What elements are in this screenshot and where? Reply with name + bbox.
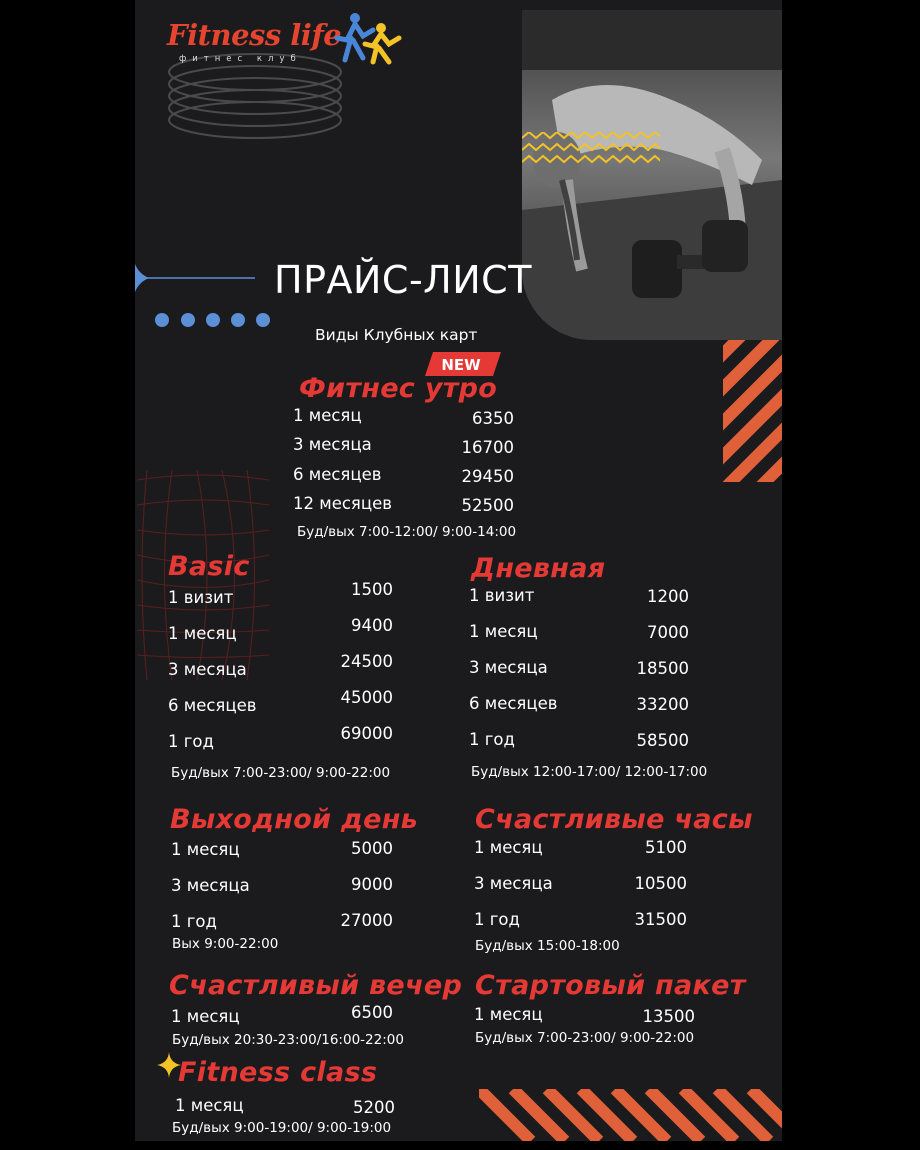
logo-rings-graphic: [165, 50, 345, 150]
row-label: 3 месяца: [469, 658, 548, 677]
section-title-evening: Счастливый вечер: [169, 970, 463, 1001]
row-label: 1 месяц: [469, 622, 538, 641]
row-label: 1 визит: [168, 588, 234, 607]
row-label: 3 месяца: [171, 876, 250, 895]
hours-note: Буд/вых 9:00-19:00/ 9:00-19:00: [172, 1120, 392, 1136]
row-label: 3 месяца: [293, 435, 372, 454]
page-subtitle: Виды Клубных карт: [315, 326, 478, 344]
row-label: 1 визит: [469, 586, 535, 605]
new-badge-text: NEW: [441, 356, 481, 374]
row-price: 5100: [645, 838, 687, 857]
row-price: 52500: [461, 496, 514, 515]
row-label: 1 месяц: [474, 1005, 543, 1024]
dot-decoration: [206, 313, 220, 327]
stripes-decoration: [723, 340, 782, 482]
hours-note: Вых 9:00-22:00: [172, 936, 279, 952]
row-label: 1 месяц: [293, 406, 362, 425]
dot-decoration: [231, 313, 245, 327]
logo-brand: Fitness life: [167, 18, 342, 52]
section-title-happy-hours: Счастливые часы: [475, 804, 753, 835]
hours-note: Буд/вых 12:00-17:00/ 12:00-17:00: [471, 764, 708, 780]
section-title-basic: Basic: [168, 551, 250, 582]
row-label: 1 год: [171, 912, 217, 931]
row-price: 45000: [340, 688, 393, 707]
row-label: 6 месяцев: [469, 694, 558, 713]
logo-figures-icon: [333, 10, 405, 66]
row-price: 1500: [351, 580, 393, 599]
row-label: 3 месяца: [474, 874, 553, 893]
hours-note: Буд/вых 20:30-23:00/16:00-22:00: [172, 1032, 404, 1048]
zigzag-decoration: [522, 132, 660, 172]
row-price: 27000: [340, 911, 393, 930]
row-label: 6 месяцев: [168, 696, 257, 715]
dot-decoration: [155, 313, 169, 327]
athlete-image: [522, 10, 782, 340]
pushup-photo: [522, 10, 782, 340]
row-price: 9000: [351, 875, 393, 894]
price-list-poster: [135, 0, 782, 1141]
row-price: 7000: [647, 623, 689, 642]
row-price: 1200: [647, 587, 689, 606]
row-price: 18500: [636, 659, 689, 678]
row-price: 29450: [461, 467, 514, 486]
row-label: 1 год: [168, 732, 214, 751]
page-title: ПРАЙС-ЛИСТ: [274, 258, 532, 302]
row-price: 9400: [351, 616, 393, 635]
stripes-decoration: [479, 1089, 782, 1141]
row-label: 3 месяца: [168, 660, 247, 679]
dot-decoration: [256, 313, 270, 327]
hours-note: Буд/вых 7:00-23:00/ 9:00-22:00: [171, 765, 391, 781]
row-label: 1 год: [474, 910, 520, 929]
row-price: 69000: [340, 724, 393, 743]
section-title-day: Дневная: [471, 553, 606, 584]
row-price: 5200: [353, 1098, 395, 1117]
row-label: 1 месяц: [171, 840, 240, 859]
row-price: 6350: [472, 409, 514, 428]
row-label: 1 месяц: [175, 1096, 244, 1115]
row-price: 6500: [351, 1003, 393, 1022]
row-label: 12 месяцев: [293, 494, 392, 513]
row-price: 33200: [636, 695, 689, 714]
section-title-utro: Фитнес утро: [299, 373, 498, 404]
row-price: 10500: [634, 874, 687, 893]
row-price: 5000: [351, 839, 393, 858]
row-label: 1 месяц: [474, 838, 543, 857]
logo-subtitle: фитнес клуб: [179, 54, 302, 64]
hours-note: Буд/вых 7:00-12:00/ 9:00-14:00: [297, 524, 517, 540]
row-label: 6 месяцев: [293, 465, 382, 484]
row-price: 31500: [634, 910, 687, 929]
row-label: 1 месяц: [171, 1007, 240, 1026]
sparkle-line-decoration: [135, 264, 260, 292]
hours-note: Буд/вых 15:00-18:00: [475, 938, 620, 954]
hours-note: Буд/вых 7:00-23:00/ 9:00-22:00: [475, 1030, 695, 1046]
row-price: 24500: [340, 652, 393, 671]
row-price: 58500: [636, 731, 689, 750]
dot-decoration: [181, 313, 195, 327]
row-label: 1 год: [469, 730, 515, 749]
section-title-weekend: Выходной день: [170, 804, 419, 835]
row-price: 16700: [461, 438, 514, 457]
section-title-starter: Стартовый пакет: [475, 970, 746, 1001]
row-label: 1 месяц: [168, 624, 237, 643]
row-price: 13500: [642, 1007, 695, 1026]
section-title-fitness-class: Fitness class: [178, 1057, 378, 1088]
